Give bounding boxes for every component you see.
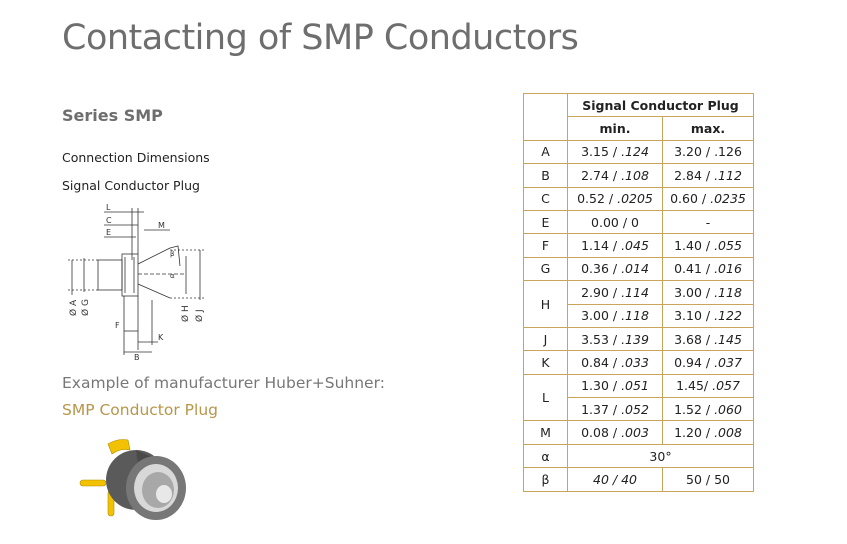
dim-label-h: Ø H xyxy=(181,305,191,322)
row-label: J xyxy=(524,327,568,350)
max-value: 3.00 / .118 xyxy=(663,281,754,304)
dim-label-beta: β xyxy=(170,250,175,258)
row-label: G xyxy=(524,257,568,280)
dim-label-k: K xyxy=(158,333,164,342)
dimensions-table xyxy=(523,93,754,492)
min-column-header: min. xyxy=(568,117,663,140)
table-header: Signal Conductor Plug xyxy=(568,94,754,117)
dim-label-e: E xyxy=(106,228,112,237)
connection-dimensions-label: Connection Dimensions xyxy=(62,150,210,165)
min-value: 1.37 / .052 xyxy=(568,398,663,421)
max-value: 3.20 / .126 xyxy=(663,140,754,163)
min-value: 0.52 / .0205 xyxy=(568,187,663,210)
page-title: Contacting of SMP Conductors xyxy=(62,18,579,58)
dim-label-a: Ø A xyxy=(69,299,79,316)
signal-conductor-plug-label: Signal Conductor Plug xyxy=(62,178,200,193)
min-value: 1.30 / .051 xyxy=(568,374,663,397)
dim-label-f: F xyxy=(115,321,120,330)
min-value: 0.08 / .003 xyxy=(568,421,663,444)
max-value: 2.84 / .112 xyxy=(663,164,754,187)
dim-label-l: L xyxy=(106,203,111,212)
table-row xyxy=(524,444,754,467)
row-label: A xyxy=(524,140,568,163)
dim-label-m: M xyxy=(158,221,165,230)
table-row xyxy=(524,257,754,280)
max-value: 1.20 / .008 xyxy=(663,421,754,444)
table-row xyxy=(524,281,754,304)
dim-label-j: Ø J xyxy=(195,309,205,322)
dim-label-g: Ø G xyxy=(81,299,91,316)
max-value: 3.10 / .122 xyxy=(663,304,754,327)
max-value: 50 / 50 xyxy=(663,468,754,491)
table-row xyxy=(524,421,754,444)
dim-label-alpha: α xyxy=(170,272,175,280)
table-row xyxy=(524,187,754,210)
max-value: 1.45/ .057 xyxy=(663,374,754,397)
min-value: 1.14 / .045 xyxy=(568,234,663,257)
max-value: 3.68 / .145 xyxy=(663,327,754,350)
row-label: E xyxy=(524,210,568,233)
table-row xyxy=(524,351,754,374)
row-value: 30° xyxy=(568,444,754,467)
row-label: B xyxy=(524,164,568,187)
row-label: L xyxy=(524,374,568,421)
dim-label-b: B xyxy=(134,353,140,362)
min-value: 0.00 / 0 xyxy=(568,210,663,233)
max-column-header: max. xyxy=(663,117,754,140)
min-value: 3.00 / .118 xyxy=(568,304,663,327)
table-row xyxy=(524,234,754,257)
min-value: 2.74 / .108 xyxy=(568,164,663,187)
table-row xyxy=(524,164,754,187)
max-value: 1.40 / .055 xyxy=(663,234,754,257)
max-value: 0.60 / .0235 xyxy=(663,187,754,210)
row-label: K xyxy=(524,351,568,374)
min-value: 3.53 / .139 xyxy=(568,327,663,350)
plug-body-shape xyxy=(98,260,122,290)
example-manufacturer-label: Example of manufacturer Huber+Suhner: xyxy=(62,374,385,392)
max-value: 0.94 / .037 xyxy=(663,351,754,374)
row-label: β xyxy=(524,468,568,491)
min-value: 0.36 / .014 xyxy=(568,257,663,280)
min-value: 2.90 / .114 xyxy=(568,281,663,304)
plug-flange-shape xyxy=(122,254,138,296)
smp-conductor-plug-link[interactable]: SMP Conductor Plug xyxy=(62,401,218,419)
table-row xyxy=(524,327,754,350)
table-row xyxy=(524,140,754,163)
dim-label-c: C xyxy=(106,216,112,225)
min-value: 3.15 / .124 xyxy=(568,140,663,163)
technical-drawing xyxy=(58,200,218,362)
min-value: 0.84 / .033 xyxy=(568,351,663,374)
series-title: Series SMP xyxy=(62,106,163,125)
row-label: H xyxy=(524,281,568,328)
max-value: 1.52 / .060 xyxy=(663,398,754,421)
row-label: C xyxy=(524,187,568,210)
max-value: 0.41 / .016 xyxy=(663,257,754,280)
table-row xyxy=(524,210,754,233)
row-label: α xyxy=(524,444,568,467)
min-value: 40 / 40 xyxy=(568,468,663,491)
table-row xyxy=(524,468,754,491)
conductor-plug-photo xyxy=(78,432,198,540)
table-row xyxy=(524,374,754,397)
row-label: F xyxy=(524,234,568,257)
row-label: M xyxy=(524,421,568,444)
max-value: - xyxy=(663,210,754,233)
